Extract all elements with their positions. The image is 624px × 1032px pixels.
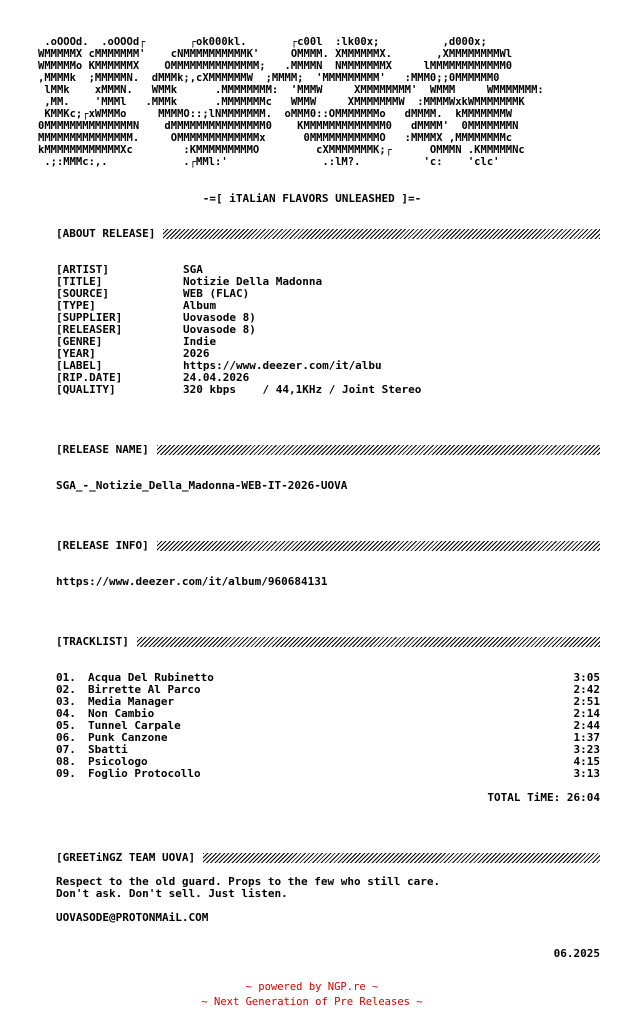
about-value: 24.04.2026 xyxy=(183,371,250,384)
about-value: WEB (FLAC) xyxy=(183,287,250,300)
about-value: 2026 xyxy=(183,347,210,360)
about-key: [QUALITY] xyxy=(56,383,116,396)
about-row-source xyxy=(56,288,421,300)
section-divider-pattern xyxy=(163,229,600,239)
track-title: Non Cambio xyxy=(88,707,155,720)
greetings-line-1: Respect to the old guard. Props to the few who still care. xyxy=(56,875,441,888)
section-divider-pattern xyxy=(203,853,600,863)
track-number: 09. xyxy=(56,767,76,780)
total-time xyxy=(56,792,600,804)
section-header-release-name xyxy=(56,443,600,457)
total-time-value: 26:04 xyxy=(566,791,600,804)
track-title: Punk Canzone xyxy=(88,731,168,744)
tracklist xyxy=(56,672,600,780)
about-key: [RIP.DATE] xyxy=(56,371,123,384)
about-key: [YEAR] xyxy=(56,347,96,360)
about-key: [TYPE] xyxy=(56,299,96,312)
track-duration: 2:42 xyxy=(573,683,600,696)
track-number: 01. xyxy=(56,671,76,684)
about-key: [TITLE] xyxy=(56,275,103,288)
section-title-greetings: [GREETiNGZ TEAM UOVA] xyxy=(56,851,196,864)
section-header-release-info xyxy=(56,539,600,553)
footer-powered-by: ~ powered by NGP.re ~ xyxy=(245,981,379,993)
section-divider-pattern xyxy=(157,445,600,455)
track-title: Acqua Del Rubinetto xyxy=(88,671,214,684)
track-duration: 4:15 xyxy=(573,755,600,768)
track-title: Sbatti xyxy=(88,743,128,756)
ascii-art-logo: .oOOOd. .oOOOd┌ ┌ok000kl. ┌c00l :lk00x; ,d000x; WMMMMMX cMMMMMMM' cNMMMMMMMMMMK' OMMMM. XMMMMMMX. ,XMMMMMMMMWl WMMMMMo KMMMMMMX OMMMMMMMMMMMMMM; .MMMMN NMMMMMMMX lMMMMMMMMMMMM0 ,MMMMk ;MMMMMN. dMMMk;,cXMMMMMMW ;MMMM; 'MMMMMMMMM' :MMM0;;0MMMMMM0 lMMk xMMMN. WMMk .MMMMMMMM: 'MMMW XMMMMMMMM' WMMM WMMMMMMM: ,MM. 'MMMl .MMMk .MMMMMMMc WMMW XMMMMMMMW :MMMMWxkWMMMMMMMK KMMKc;┌xWMMMo MMMMO::;lNMMMMMMM. oMMM0::OMMMMMMMo dMMMM. kMMMMMMMW 0MMMMMMMMMMMMMMN dMMMMMMMMMMMMMMM0 KMMMMMMMMMMMMM0 dMMMM' 0MMMMMMMN MMMMMMMMMMMMMMM. OMMMMMMMMMMMMMx 0MMMMMMMMMMMO :MMMMX ,MMMMMMMMc kMMMMMMMMMMMMXc :KMMMMMMMMMO cXMMMMMMMK;┌ OMMMN .KMMMMMNc .;:MMMc:,. .┌MMl:' .:lM?. 'c: 'clc' xyxy=(38,36,544,168)
about-key: [GENRE] xyxy=(56,335,103,348)
track-duration: 3:05 xyxy=(573,671,600,684)
section-title-release-name: [RELEASE NAME] xyxy=(56,443,149,456)
about-value: https://www.deezer.com/it/albu xyxy=(183,359,382,372)
track-duration: 2:44 xyxy=(573,719,600,732)
about-value: Indie xyxy=(183,335,217,348)
track-title: Foglio Protocollo xyxy=(88,767,201,780)
about-key: [SOURCE] xyxy=(56,287,109,300)
about-key: [ARTIST] xyxy=(56,263,109,276)
section-header-tracklist xyxy=(56,635,600,649)
track-number: 06. xyxy=(56,731,76,744)
section-title-tracklist: [TRACKLIST] xyxy=(56,635,129,648)
track-title: Birrette Al Parco xyxy=(88,683,201,696)
track-title: Media Manager xyxy=(88,695,175,708)
track-row xyxy=(56,732,600,744)
track-number: 02. xyxy=(56,683,76,696)
track-title: Psicologo xyxy=(88,755,148,768)
section-divider-pattern xyxy=(137,637,600,647)
contact-email: UOVASODE@PROTONMAiL.COM xyxy=(56,911,209,924)
track-number: 07. xyxy=(56,743,76,756)
track-row xyxy=(56,768,600,780)
about-key: [RELEASER] xyxy=(56,323,123,336)
tagline: -=[ iTALiAN FLAVORS UNLEASHED ]=- xyxy=(202,192,422,205)
track-duration: 3:13 xyxy=(573,767,600,780)
track-number: 04. xyxy=(56,707,76,720)
about-value: Uovasode 8) xyxy=(183,311,256,324)
about-value: SGA xyxy=(183,263,203,276)
track-duration: 2:51 xyxy=(573,695,600,708)
about-value: Notizie Della Madonna xyxy=(183,275,323,288)
track-number: 08. xyxy=(56,755,76,768)
about-release-list xyxy=(56,264,421,396)
greetings-line-2: Don't ask. Don't sell. Just listen. xyxy=(56,887,288,900)
section-title-release-info: [RELEASE INFO] xyxy=(56,539,149,552)
release-info-url: https://www.deezer.com/it/album/960684131 xyxy=(56,575,328,588)
nfo-date: 06.2025 xyxy=(553,947,600,960)
about-value: Uovasode 8) xyxy=(183,323,256,336)
track-number: 05. xyxy=(56,719,76,732)
about-value: Album xyxy=(183,299,217,312)
section-title-about-release: [ABOUT RELEASE] xyxy=(56,227,156,240)
track-duration: 2:14 xyxy=(573,707,600,720)
about-key: [SUPPLIER] xyxy=(56,311,123,324)
track-duration: 1:37 xyxy=(573,731,600,744)
about-value: 320 kbps / 44,1KHz / Joint Stereo xyxy=(183,383,422,396)
track-title: Tunnel Carpale xyxy=(88,719,181,732)
section-header-about-release xyxy=(56,227,600,241)
section-header-greetings xyxy=(56,851,600,865)
about-key: [LABEL] xyxy=(56,359,103,372)
about-row-genre xyxy=(56,336,421,348)
about-row-quality xyxy=(56,384,421,396)
total-time-label: TOTAL TiME: xyxy=(487,791,567,804)
about-row-releaser xyxy=(56,324,421,336)
release-name-value: SGA_-_Notizie_Della_Madonna-WEB-IT-2026-UOVA xyxy=(56,479,348,492)
footer-tagline: ~ Next Generation of Pre Releases ~ xyxy=(201,996,423,1008)
track-duration: 3:23 xyxy=(573,743,600,756)
section-divider-pattern xyxy=(157,541,600,551)
track-number: 03. xyxy=(56,695,76,708)
